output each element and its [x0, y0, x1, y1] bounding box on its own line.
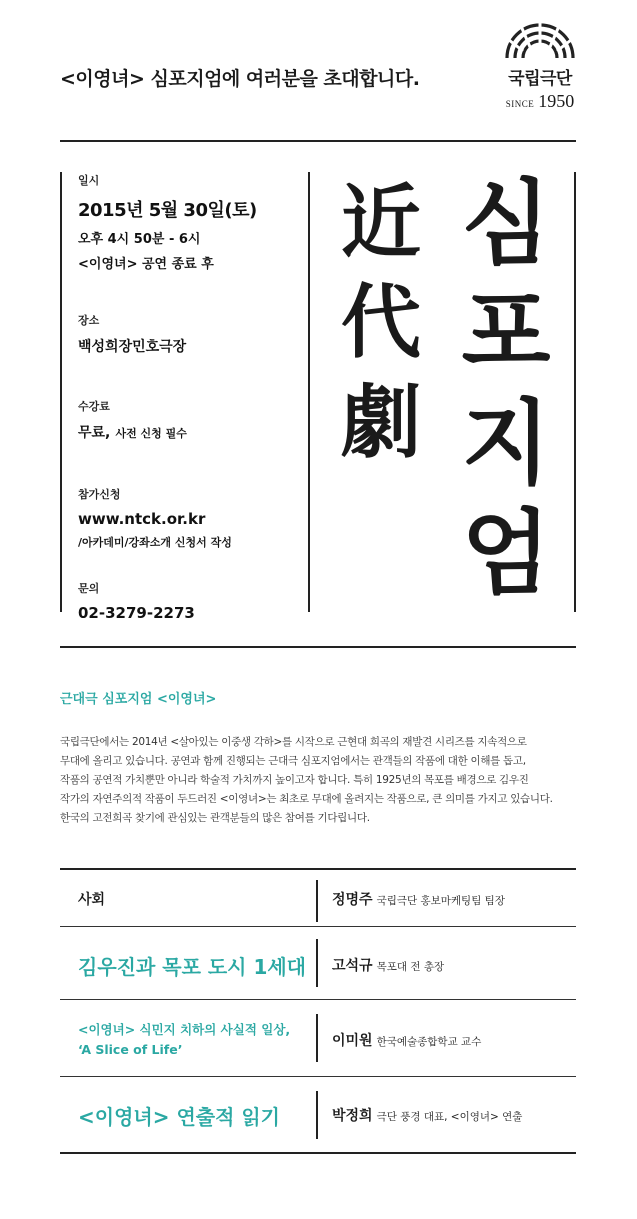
- since-year: 1950: [538, 91, 575, 111]
- speaker-name: 고석규: [332, 958, 373, 974]
- contact-label: 문의: [78, 582, 100, 595]
- fee-label: 수강료: [78, 400, 110, 413]
- apply-path: /아카데미/강좌소개 신청서 작성: [78, 536, 232, 549]
- row-divider: [316, 1014, 318, 1062]
- speaker-name: 이미원: [332, 1033, 373, 1049]
- program-bottom-rule: [60, 1152, 576, 1154]
- speaker-role: 목포대 전 총장: [376, 961, 445, 973]
- place-value: 백성희장민호극장: [78, 339, 187, 355]
- apply-label: 참가신청: [78, 488, 121, 501]
- section-body: [60, 733, 576, 828]
- body-line: 국립극단에서는 2014년 <살아있는 이중생 각하>를 시작으로 근현대 희곡의 재발견 시리즈를 지속적으로: [60, 736, 527, 748]
- top-divider: [60, 140, 576, 142]
- since-word: SINCE: [505, 99, 535, 109]
- hangul-char: 심: [461, 169, 551, 277]
- program-speaker: [332, 1030, 481, 1050]
- body-line: 작품의 공연적 가치뿐만 아니라 학술적 가치까지 높이고자 합니다. 특히 1925년의 목포를 배경으로 김우진: [60, 774, 529, 786]
- body-line: 한국의 고전희곡 찾기에 관심있는 관객분들의 많은 참여를 기다립니다.: [60, 812, 370, 824]
- info-right-rule: [574, 172, 576, 612]
- program-row: [60, 870, 576, 926]
- body-line: 무대에 올리고 있습니다. 공연과 함께 진행되는 근대극 심포지엄에서는 관객들의 작품에 대한 이해를 돕고,: [60, 755, 526, 767]
- page-title: <이영녀> 심포지엄에 여러분을 초대합니다.: [60, 68, 420, 90]
- time-line-2: <이영녀> 공연 종료 후: [78, 257, 214, 272]
- section-heading: 근대극 심포지엄 <이영녀>: [60, 692, 217, 707]
- big-title-hangul: [446, 168, 566, 608]
- program-row: [60, 927, 576, 999]
- program-row: [60, 1077, 576, 1153]
- program-topic: <이영녀> 연출적 읽기: [78, 1105, 281, 1129]
- arch-logo-icon: [501, 18, 579, 60]
- date-value: 2015년 5월 30일(토): [78, 200, 257, 221]
- fee-note: 사전 신청 필수: [115, 427, 187, 440]
- fee-value: 무료,: [78, 425, 111, 441]
- hangul-char: 엄: [461, 499, 551, 607]
- speaker-role: 국립극단 홍보마케팅팀 팀장: [376, 895, 505, 907]
- speaker-name: 박정희: [332, 1108, 373, 1124]
- program-speaker: [332, 889, 505, 909]
- fee-row: [78, 422, 298, 442]
- program-topic-line-1: <이영녀> 식민지 치하의 사실적 일상,: [78, 1022, 291, 1037]
- hangul-char: 지: [461, 389, 551, 497]
- hangul-char: 포: [461, 279, 551, 387]
- big-title-hanja: [326, 172, 436, 472]
- program-row: [60, 1000, 576, 1076]
- speaker-role: 극단 풍경 대표, <이영녀> 연출: [376, 1111, 523, 1123]
- row-divider: [316, 880, 318, 922]
- program-topic: 사회: [78, 892, 106, 908]
- hanja-char: 劇: [341, 375, 421, 469]
- info-left-rule: [60, 172, 62, 612]
- event-info: [78, 172, 298, 622]
- date-label: 일시: [78, 174, 100, 187]
- program-topic: 김우진과 목포 도시 1세대: [78, 955, 307, 979]
- speaker-name: 정명주: [332, 892, 373, 908]
- time-line-1: 오후 4시 50분 - 6시: [78, 232, 201, 247]
- hanja-char: 代: [341, 275, 421, 369]
- row-divider: [316, 939, 318, 987]
- program-speaker: [332, 955, 444, 975]
- body-line: 작가의 자연주의적 작품이 두드러진 <이영녀>는 최초로 무대에 올려지는 작품으로, 큰 의미를 가지고 있습니다.: [60, 793, 553, 805]
- hanja-char: 近: [341, 175, 421, 269]
- apply-url[interactable]: www.ntck.or.kr: [78, 510, 206, 528]
- program-speaker: [332, 1105, 522, 1125]
- national-theater-logo: [494, 18, 586, 128]
- contact-value: 02-3279-2273: [78, 604, 195, 622]
- place-label: 장소: [78, 314, 100, 327]
- section-divider: [60, 646, 576, 648]
- logo-name: 국립극단: [508, 69, 572, 89]
- row-divider: [316, 1091, 318, 1139]
- speaker-role: 한국예술종합학교 교수: [376, 1036, 482, 1048]
- logo-since: [494, 91, 586, 112]
- info-middle-rule: [308, 172, 310, 612]
- program-topic-line-2: ‘A Slice of Life’: [78, 1042, 183, 1057]
